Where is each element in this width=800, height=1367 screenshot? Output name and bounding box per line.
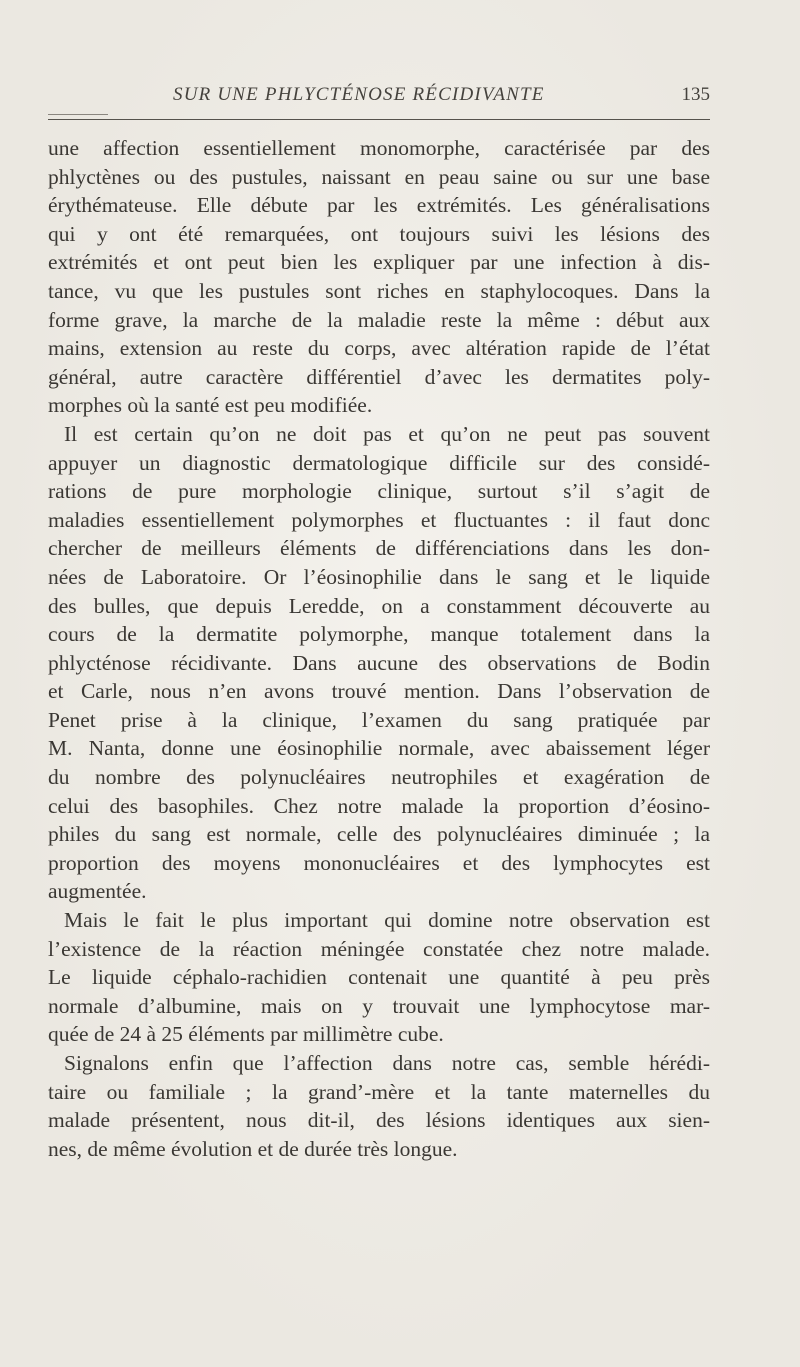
text-line: mains, extension au reste du corps, avec altération rapide de l’état <box>48 336 710 361</box>
text-line: taire ou familiale ; la grand’-mère et la tante maternelles du <box>48 1079 710 1104</box>
text-line: érythémateuse. Elle débute par les extrémités. Les généralisations <box>48 193 710 218</box>
text-line: phlyctènes ou des pustules, naissant en peau saine ou sur une base <box>48 164 710 189</box>
text-line: Le liquide céphalo-rachidien contenait une quantité à peu près <box>48 965 710 990</box>
text-line: extrémités et ont peut bien les expliquer par une infection à dis- <box>48 250 710 275</box>
text-line: Signalons enfin que l’affection dans notre cas, semble hérédi- <box>64 1051 710 1075</box>
text-line: malade présentent, nous dit-il, des lésions identiques aux sien- <box>48 1108 710 1133</box>
running-title: SUR UNE PHLYCTÉNOSE RÉCIDIVANTE <box>173 84 545 105</box>
text-line: M. Nanta, donne une éosinophilie normale, avec abaissement léger <box>48 736 710 761</box>
text-line: proportion des moyens mononucléaires et des lymphocytes est <box>48 850 710 875</box>
text-line: et Carle, nous n’en avons trouvé mention. Dans l’observation de <box>48 679 710 704</box>
text-line: Mais le fait le plus important qui domine notre observation est <box>64 908 710 933</box>
text-line: une affection essentiellement monomorphe, caractérisée par des <box>48 136 710 160</box>
text-line: maladies essentiellement polymorphes et fluctuantes : il faut donc <box>48 507 710 532</box>
text-line: des bulles, que depuis Leredde, on a constamment découverte au <box>48 593 710 618</box>
text-line: celui des basophiles. Chez notre malade la proportion d’éosino- <box>48 793 710 818</box>
text-line: cours de la dermatite polymorphe, manque totalement dans la <box>48 622 710 647</box>
text-line: tance, vu que les pustules sont riches en staphylocoques. Dans la <box>48 278 710 303</box>
text-line: Penet prise à la clinique, l’examen du sang pratiquée par <box>48 707 710 732</box>
text-line: forme grave, la marche de la maladie reste la même : début aux <box>48 307 710 332</box>
text-line: philes du sang est normale, celle des polynucléaires diminuée ; la <box>48 822 710 847</box>
header-rule <box>48 119 710 120</box>
text-line: qui y ont été remarquées, ont toujours suivi les lésions des <box>48 221 710 246</box>
text-line: appuyer un diagnostic dermatologique difficile sur des considé- <box>48 450 710 475</box>
page-number: 135 <box>681 84 710 105</box>
text-line: phlycténose récidivante. Dans aucune des observations de Bodin <box>48 650 710 675</box>
text-line: Il est certain qu’on ne doit pas et qu’on ne peut pas souvent <box>64 421 710 446</box>
body-text <box>48 134 710 1163</box>
text-line: nées de Laboratoire. Or l’éosinophilie dans le sang et le liquide <box>48 564 710 589</box>
text-line: morphes où la santé est peu modifiée. <box>48 393 373 418</box>
text-line: du nombre des polynucléaires neutrophiles et exagération de <box>48 765 710 790</box>
text-line: nes, de même évolution et de durée très longue. <box>48 1136 458 1161</box>
running-head <box>48 84 710 112</box>
text-line: l’existence de la réaction méningée constatée chez notre malade. <box>48 936 710 961</box>
header-rule-left <box>48 114 108 115</box>
text-line: augmentée. <box>48 879 147 904</box>
text-line: quée de 24 à 25 éléments par millimètre cube. <box>48 1022 444 1047</box>
text-line: chercher de meilleurs éléments de différenciations dans les don- <box>48 536 710 561</box>
text-line: rations de pure morphologie clinique, surtout s’il s’agit de <box>48 479 710 504</box>
text-line: normale d’albumine, mais on y trouvait une lymphocytose mar- <box>48 993 710 1018</box>
text-line: général, autre caractère différentiel d’avec les dermatites poly- <box>48 364 710 389</box>
